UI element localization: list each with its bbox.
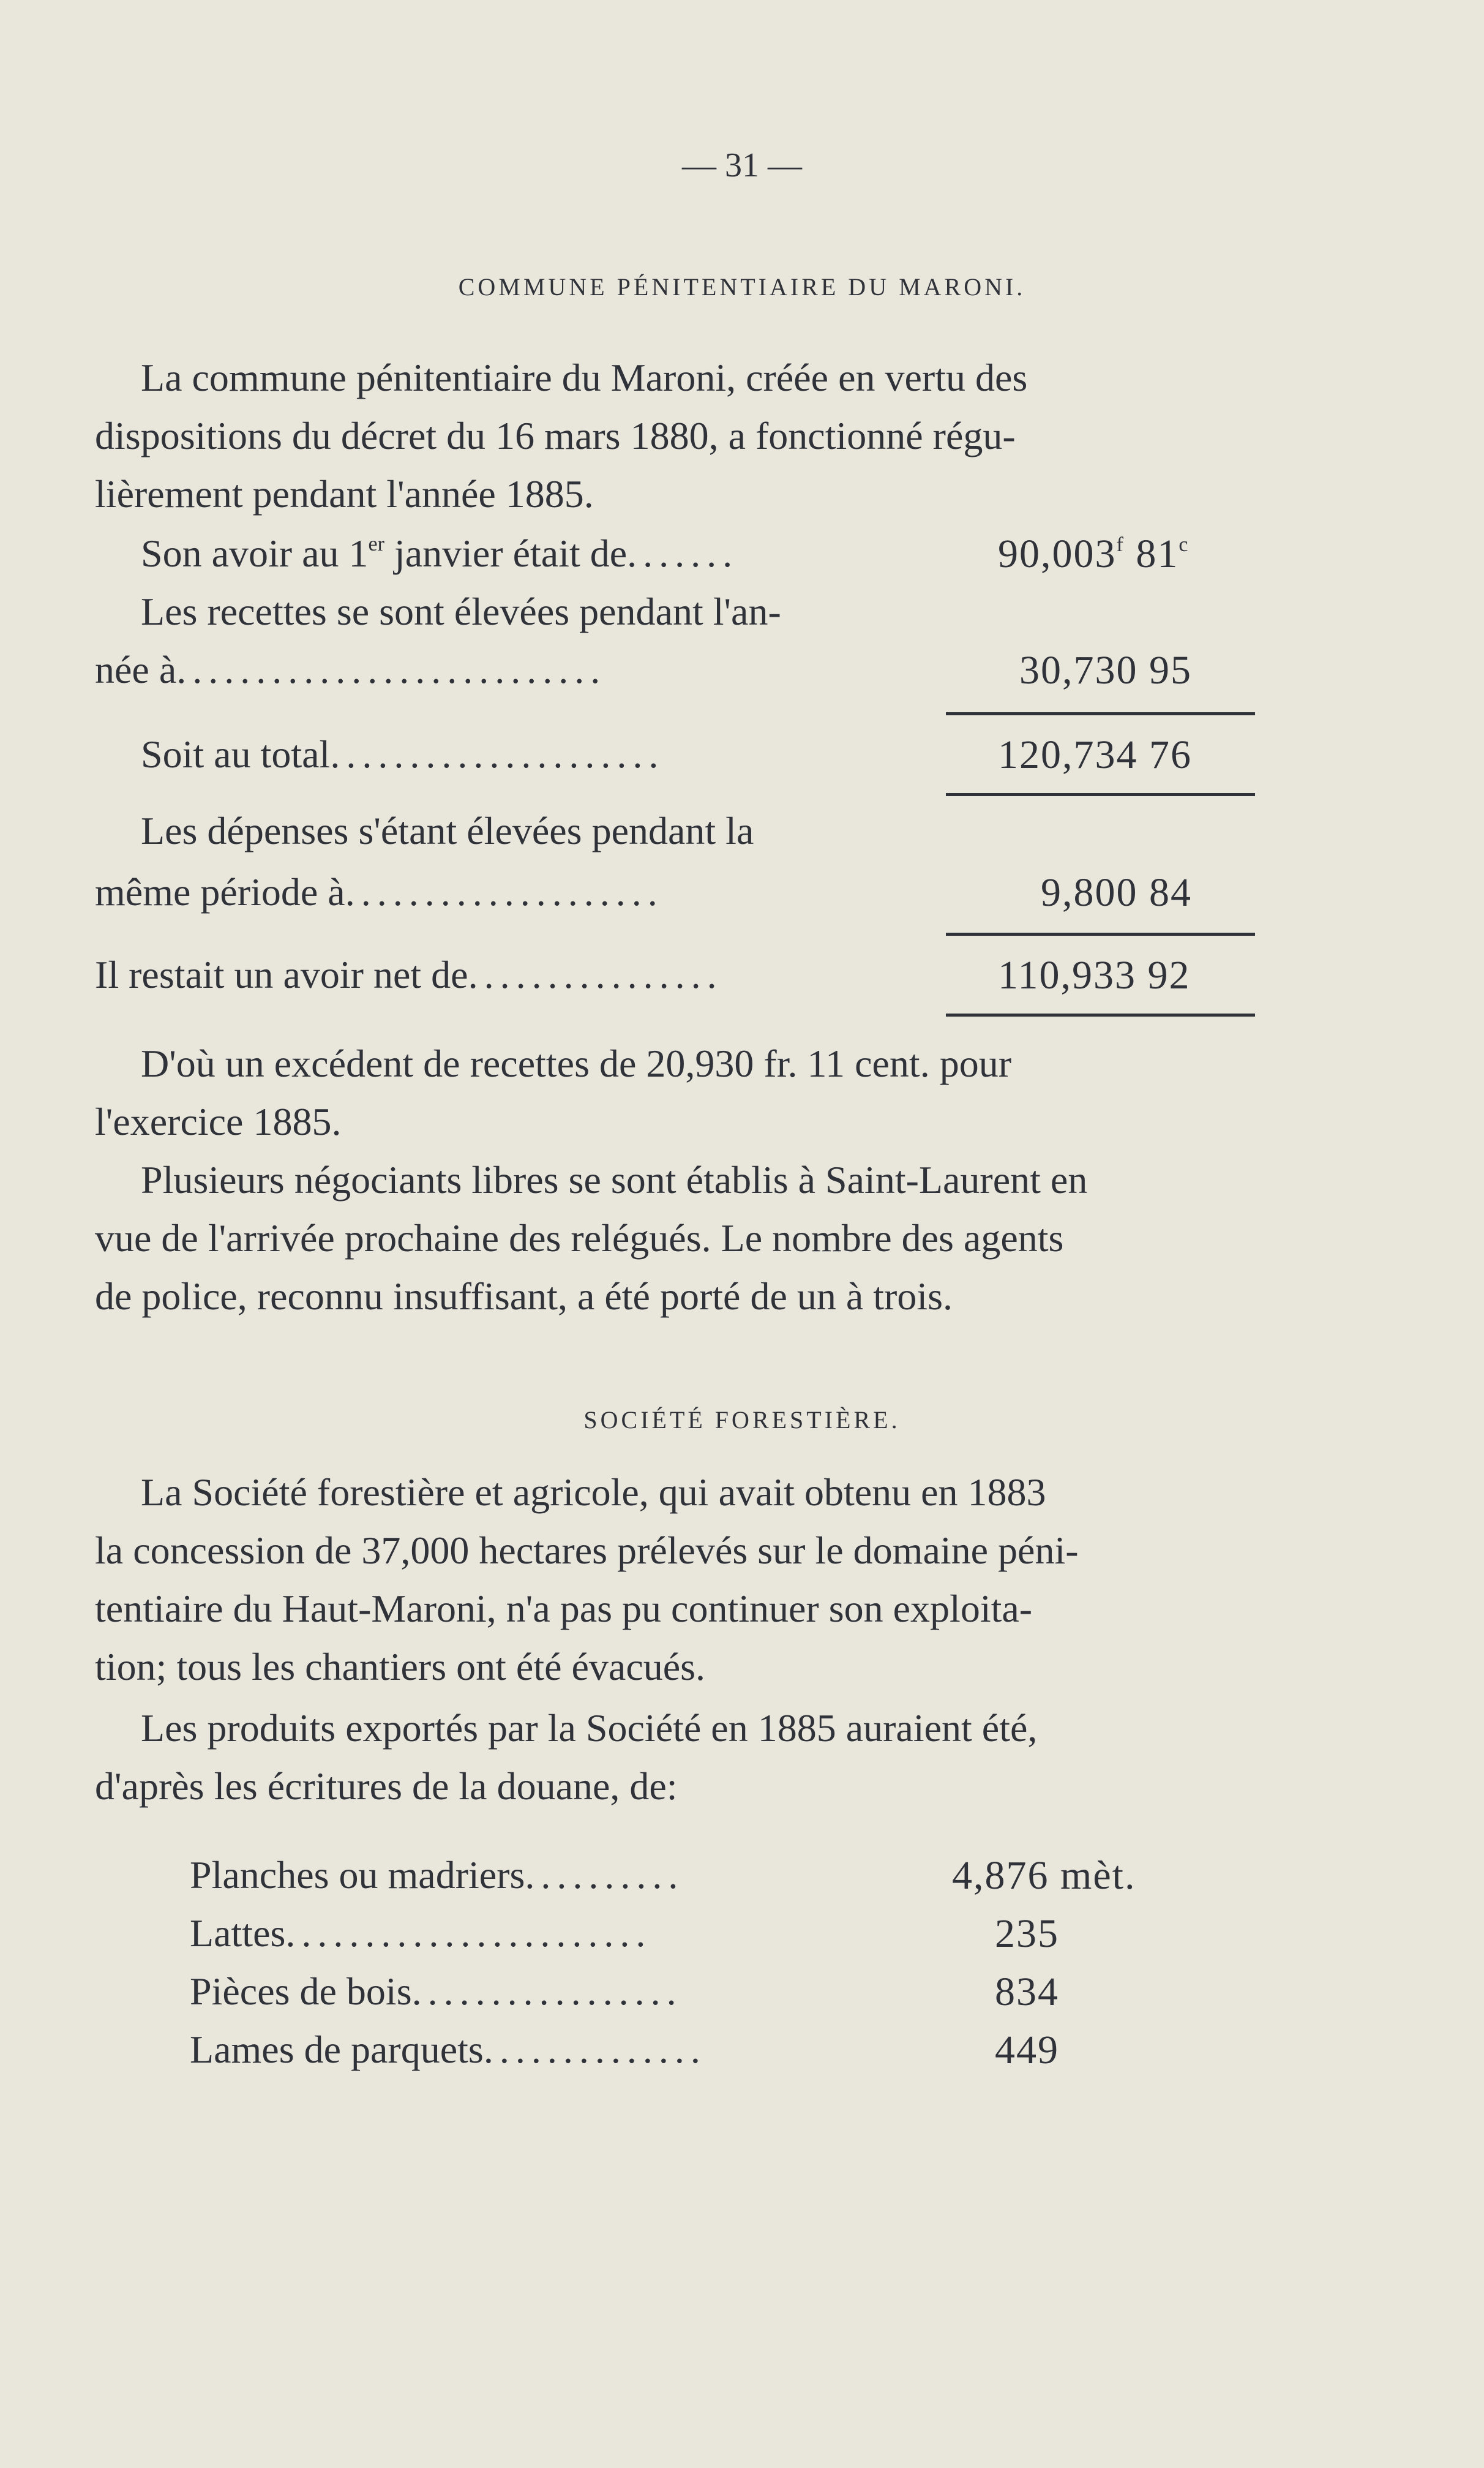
text-line: lièrement pendant l'année 1885. xyxy=(95,472,594,516)
page-number: — 31 — xyxy=(682,146,802,184)
ledger-avoir-label: Son avoir au 1er janvier était de....... xyxy=(141,532,739,575)
ledger-recettes-line1: Les recettes se sont élevées pendant l'an- xyxy=(141,590,781,633)
text-line: vue de l'arrivée prochaine des relégués. Le nombre des agents xyxy=(95,1216,1064,1260)
ledger-total-label: Soit au total..................... xyxy=(141,732,665,776)
product-label: Pièces de bois................. xyxy=(190,1970,683,2013)
ledger-depenses-value: 9,800 84 xyxy=(1041,870,1192,915)
text-line: tion; tous les chantiers ont été évacués. xyxy=(95,1645,706,1688)
section-title-commune: COMMUNE PÉNITENTIAIRE DU MARONI. xyxy=(458,273,1026,301)
product-label: Lames de parquets.............. xyxy=(190,2028,706,2071)
text-line: Plusieurs négociants libres se sont établis à Saint-Laurent en xyxy=(141,1158,1088,1202)
text-line: tentiaire du Haut-Maroni, n'a pas pu continuer son exploita- xyxy=(95,1587,1033,1630)
ledger-depenses-line1: Les dépenses s'étant élevées pendant la xyxy=(141,809,754,852)
ledger-total-value: 120,734 76 xyxy=(998,732,1192,777)
ledger-net-label: Il restait un avoir net de................ xyxy=(95,953,723,996)
product-value: 235 xyxy=(995,1911,1059,1956)
sum-rule xyxy=(946,712,1255,715)
product-value: 449 xyxy=(995,2028,1059,2072)
section-title-societe: SOCIÉTÉ FORESTIÈRE. xyxy=(583,1406,901,1434)
text-line: La commune pénitentiaire du Maroni, créée en vertu des xyxy=(141,356,1028,399)
sum-rule xyxy=(946,793,1255,796)
text-line: dispositions du décret du 16 mars 1880, a fonctionné régu- xyxy=(95,414,1016,457)
text-line: La Société forestière et agricole, qui avait obtenu en 1883 xyxy=(141,1470,1046,1514)
sum-rule xyxy=(946,1014,1255,1017)
ledger-recettes-line2: née à........................... xyxy=(95,648,607,691)
ledger-avoir-value: 90,003$^f$ 81$^c$ xyxy=(998,532,1190,576)
product-value: 834 xyxy=(995,1970,1059,2014)
ledger-recettes-value: 30,730 95 xyxy=(1019,648,1192,693)
text-line: Les produits exportés par la Société en 1885 auraient été, xyxy=(141,1706,1038,1750)
text-line: de police, reconnu insuffisant, a été porté de un à trois. xyxy=(95,1274,953,1318)
text-line: l'exercice 1885. xyxy=(95,1100,342,1143)
text-line: D'où un excédent de recettes de 20,930 fr. 11 cent. pour xyxy=(141,1042,1011,1085)
product-value: 4,876 mèt. xyxy=(952,1853,1136,1898)
text-line: la concession de 37,000 hectares prélevés sur le domaine péni- xyxy=(95,1529,1079,1572)
product-label: Planches ou madriers.......... xyxy=(190,1853,684,1897)
text-line: d'après les écritures de la douane, de: xyxy=(95,1764,678,1808)
product-label: Lattes....................... xyxy=(190,1911,652,1955)
ledger-net-value: 110,933 92 xyxy=(998,953,1191,998)
sum-rule xyxy=(946,933,1255,936)
ledger-depenses-line2: même période à.................... xyxy=(95,870,664,914)
